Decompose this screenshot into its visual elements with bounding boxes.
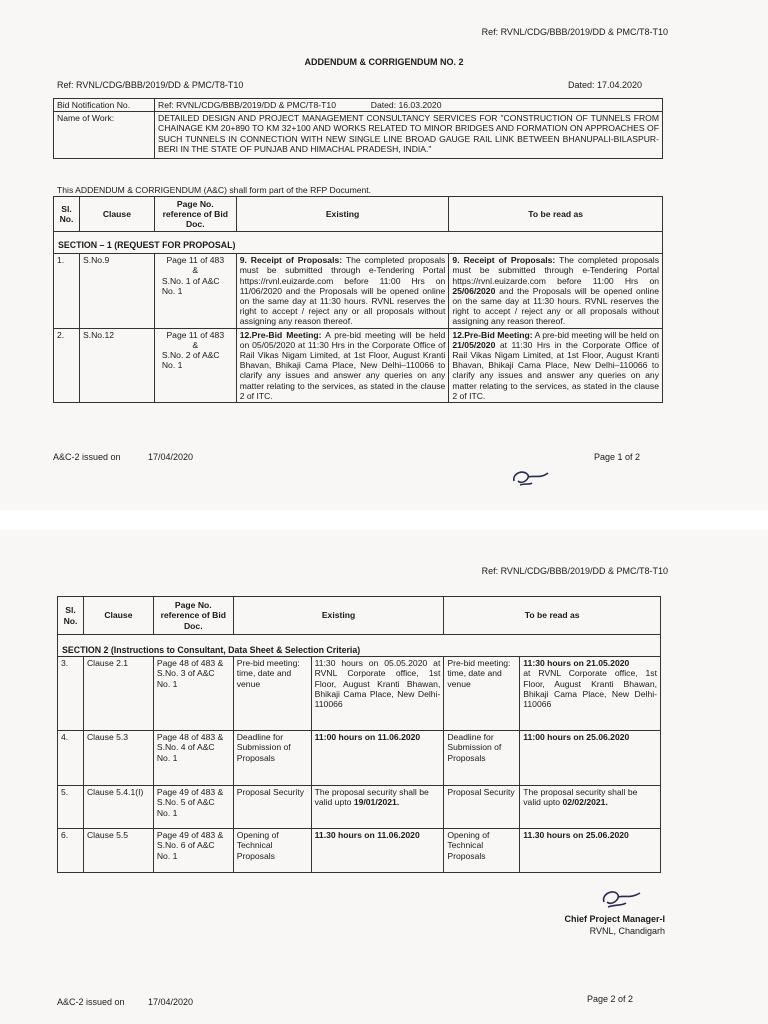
page-ref-line: S.No. 2 of A&C No. 1 bbox=[161, 350, 220, 371]
to-be-value: 11.30 hours on 25.06.2020 bbox=[520, 829, 661, 873]
to-be-body-highlight: 21/05/2020 bbox=[452, 339, 496, 350]
header-page-ref: Page No. reference of Bid Doc. bbox=[153, 597, 233, 635]
table-row bbox=[58, 657, 661, 731]
header-to-be-read: To be read as bbox=[449, 197, 663, 232]
dated-line: Dated: 17.04.2020 bbox=[568, 80, 643, 90]
row-to-be-read bbox=[449, 328, 663, 402]
header-existing: Existing bbox=[233, 597, 444, 635]
table-row bbox=[58, 786, 661, 829]
to-be-value-highlight: 02/02/2021. bbox=[562, 797, 608, 808]
header-clause: Clause bbox=[79, 197, 154, 232]
header-existing: Existing bbox=[236, 197, 449, 232]
signatory-org: RVNL, Chandigarh bbox=[589, 926, 665, 936]
existing-value-text: The proposal security shall be valid upto bbox=[314, 787, 429, 808]
page-number: Page 2 of 2 bbox=[587, 994, 634, 1004]
existing-label: Deadline for Submission of Proposals bbox=[233, 731, 311, 786]
row-page-ref: Page 49 of 483 & S.No. 5 of A&C No. 1 bbox=[153, 786, 233, 829]
to-be-body-highlight: 25/06/2020 bbox=[452, 285, 496, 296]
existing-body: The completed proposals must be submitted through e-Tendering Portal https://rvnl.euizarde.com before 11:00 Hrs on 11/06/2020 and the Proposals will be opened online on the same day at 11:30 hours. RVNL reserves the right to accept / reject any or all proposals without assigning any reason thereof. bbox=[239, 255, 446, 327]
row-clause: Clause 2.1 bbox=[83, 657, 153, 731]
existing-value-highlight: 19/01/2021. bbox=[353, 797, 400, 808]
existing-value bbox=[311, 786, 444, 829]
to-be-label: Opening of Technical Proposals bbox=[444, 829, 520, 873]
signatory-title: Chief Project Manager-I bbox=[564, 914, 665, 924]
to-be-value bbox=[520, 786, 661, 829]
row-page-ref bbox=[154, 254, 236, 328]
table-row bbox=[58, 829, 661, 873]
row-clause: Clause 5.4.1(I) bbox=[83, 786, 153, 829]
name-of-work-value: DETAILED DESIGN AND PROJECT MANAGEMENT CONSULTANCY SERVICES FOR "CONSTRUCTION OF TUNNELS FROM CHAINAGE KM 20+890 TO KM 32+100 AND WORKS RELATED TO MINOR BRIDGES AND FORMATION ON APPROACHES OF SUCH TUNNELS IN CONNECTION WITH NEW SINGLE LINE BROAD GAUGE RAIL LINK BETWEEN BHANUPALI-BILASPUR-BERI IN THE STATE OF PUNJAB AND HIMACHAL PRADESH, INDIA." bbox=[155, 112, 663, 159]
to-be-value: 11:00 hours on 25.06.2020 bbox=[520, 731, 661, 786]
bid-notification-ref: Ref: RVNL/CDG/BBB/2019/DD & PMC/T8-T10 bbox=[158, 100, 336, 110]
row-sl: 2. bbox=[54, 328, 80, 402]
page-ref-line: S.No. 1 of A&C No. 1 bbox=[161, 275, 220, 296]
page2-top-reference: Ref: RVNL/CDG/BBB/2019/DD & PMC/T8-T10 bbox=[481, 566, 668, 576]
row-page-ref: Page 48 of 483 & S.No. 3 of A&C No. 1 bbox=[153, 657, 233, 731]
header-clause: Clause bbox=[83, 597, 153, 635]
issued-date: 17/04/2020 bbox=[148, 997, 194, 1007]
existing-value: 11:30 hours on 05.05.2020 at RVNL Corporate office, 1st Floor, August Kranti Bhawan, Bhikaji Cama Place, New Delhi-110066 bbox=[311, 657, 444, 731]
to-be-body: and the Proposals will be opened online on the same day at 11:30 hours. RVNL reserves the right to accept / reject any or all proposals without assigning any reason thereof. bbox=[452, 285, 659, 327]
row-sl: 5. bbox=[58, 786, 84, 829]
bid-notification-label: Bid Notification No. bbox=[54, 99, 155, 112]
table-header-row bbox=[54, 197, 663, 232]
row-sl: 1. bbox=[54, 254, 80, 328]
row-to-be-read bbox=[449, 254, 663, 328]
existing-label: Pre-bid meeting: time, date and venue bbox=[233, 657, 311, 731]
table-row bbox=[58, 731, 661, 786]
issued-label: A&C-2 issued on bbox=[57, 997, 125, 1007]
to-be-heading: 9. Receipt of Proposals: bbox=[452, 255, 556, 266]
existing-value: 11:00 hours on 11.06.2020 bbox=[311, 731, 444, 786]
header-sl-no: Sl. No. bbox=[58, 597, 84, 635]
row-page-ref: Page 48 of 483 & S.No. 4 of A&C No. 1 bbox=[153, 731, 233, 786]
existing-heading: 9. Receipt of Proposals: bbox=[239, 255, 343, 266]
to-be-body: at 11:30 Hrs in the Corporate Office of Rail Vikas Nigam Limited, at 1st Floor, August Kranti Bhavan, Bhikaji Cama Place, New Delhi–110066 to clarify any issues and answer any queries on any matter relating to the services, as stated in the clause 2 of ITC. bbox=[452, 339, 659, 401]
row-sl: 3. bbox=[58, 657, 84, 731]
to-be-value-highlight: 11:30 hours on 21.05.2020 bbox=[523, 658, 630, 669]
table-row bbox=[54, 254, 663, 328]
to-be-label: Deadline for Submission of Proposals bbox=[444, 731, 520, 786]
section-row bbox=[54, 232, 663, 254]
to-be-value bbox=[520, 657, 661, 731]
existing-label: Opening of Technical Proposals bbox=[233, 829, 311, 873]
row-existing bbox=[236, 254, 449, 328]
page1-top-reference: Ref: RVNL/CDG/BBB/2019/DD & PMC/T8-T10 bbox=[481, 27, 668, 37]
existing-value: 11.30 hours on 11.06.2020 bbox=[311, 829, 444, 873]
header-to-be-read: To be read as bbox=[444, 597, 661, 635]
existing-body: A pre-bid meeting will be held on 05/05/2020 at 11:30 Hrs in the Corporate Office of Rail Vikas Nigam Limited, at 1st Floor, August Kranti Bhavan, Bhikaji Cama Place, New Delhi–110066 to clarify any issues and answer any queries on any matter relating to the services, as stated in the clause 2 of ITC. bbox=[239, 329, 446, 401]
row-sl: 6. bbox=[58, 829, 84, 873]
amendment-table-page2 bbox=[57, 596, 661, 873]
to-be-label: Pre-bid meeting: time, date and venue bbox=[444, 657, 520, 731]
page-number: Page 1 of 2 bbox=[594, 452, 641, 462]
to-be-value-text: at RVNL Corporate office, 1st Floor, August Kranti Bhawan, Bhikaji Cama Place, New Delhi-110066 bbox=[523, 668, 657, 710]
bid-notification-value bbox=[155, 99, 663, 112]
to-be-label: Proposal Security bbox=[444, 786, 520, 829]
to-be-body: The completed proposals must be submitted through e-Tendering Portal https://rvnl.euizarde.com before 11:00 Hrs on bbox=[452, 255, 659, 286]
amendment-table-page1 bbox=[53, 196, 663, 403]
page-ref-line: Page 11 of 483 bbox=[166, 329, 225, 340]
reference-line: Ref: RVNL/CDG/BBB/2019/DD & PMC/T8-T10 bbox=[57, 80, 244, 90]
issued-label: A&C-2 issued on bbox=[53, 452, 121, 462]
document-page-1 bbox=[0, 0, 768, 510]
name-of-work-label: Name of Work: bbox=[54, 112, 155, 159]
document-heading: ADDENDUM & CORRIGENDUM NO. 2 bbox=[304, 57, 464, 67]
header-page-ref: Page No. reference of Bid Doc. bbox=[154, 197, 236, 232]
row-clause: Clause 5.5 bbox=[83, 829, 153, 873]
bid-details-table bbox=[53, 98, 663, 159]
signature-initials-icon bbox=[508, 463, 556, 491]
row-sl: 4. bbox=[58, 731, 84, 786]
bid-notification-date: Dated: 16.03.2020 bbox=[370, 100, 442, 110]
section-title: SECTION 2 (Instructions to Consultant, Data Sheet & Selection Criteria) bbox=[58, 635, 661, 657]
to-be-value-text: The proposal security shall be valid upto bbox=[523, 787, 638, 808]
table-header-row bbox=[58, 597, 661, 635]
section-title: SECTION – 1 (REQUEST FOR PROPOSAL) bbox=[54, 232, 663, 254]
row-clause: S.No.12 bbox=[79, 328, 154, 402]
to-be-body: A pre-bid meeting will be held on bbox=[534, 329, 659, 340]
page-ref-line: & bbox=[192, 339, 199, 350]
row-existing bbox=[236, 328, 449, 402]
table-row bbox=[54, 328, 663, 402]
signature-icon bbox=[596, 882, 646, 912]
page-ref-line: Page 11 of 483 bbox=[166, 255, 225, 266]
section-row bbox=[58, 635, 661, 657]
row-clause: S.No.9 bbox=[79, 254, 154, 328]
existing-label: Proposal Security bbox=[233, 786, 311, 829]
intro-statement: This ADDENDUM & CORRIGENDUM (A&C) shall form part of the RFP Document. bbox=[57, 185, 372, 195]
document-page-2 bbox=[0, 530, 768, 1024]
page-ref-line: & bbox=[192, 265, 199, 276]
row-page-ref bbox=[154, 328, 236, 402]
row-page-ref: Page 49 of 483 & S.No. 6 of A&C No. 1 bbox=[153, 829, 233, 873]
row-clause: Clause 5.3 bbox=[83, 731, 153, 786]
issued-date: 17/04/2020 bbox=[148, 452, 194, 462]
existing-heading: 12.Pre-Bid Meeting: bbox=[239, 329, 322, 340]
header-sl-no: Sl. No. bbox=[54, 197, 80, 232]
to-be-heading: 12.Pre-Bid Meeting: bbox=[452, 329, 533, 340]
